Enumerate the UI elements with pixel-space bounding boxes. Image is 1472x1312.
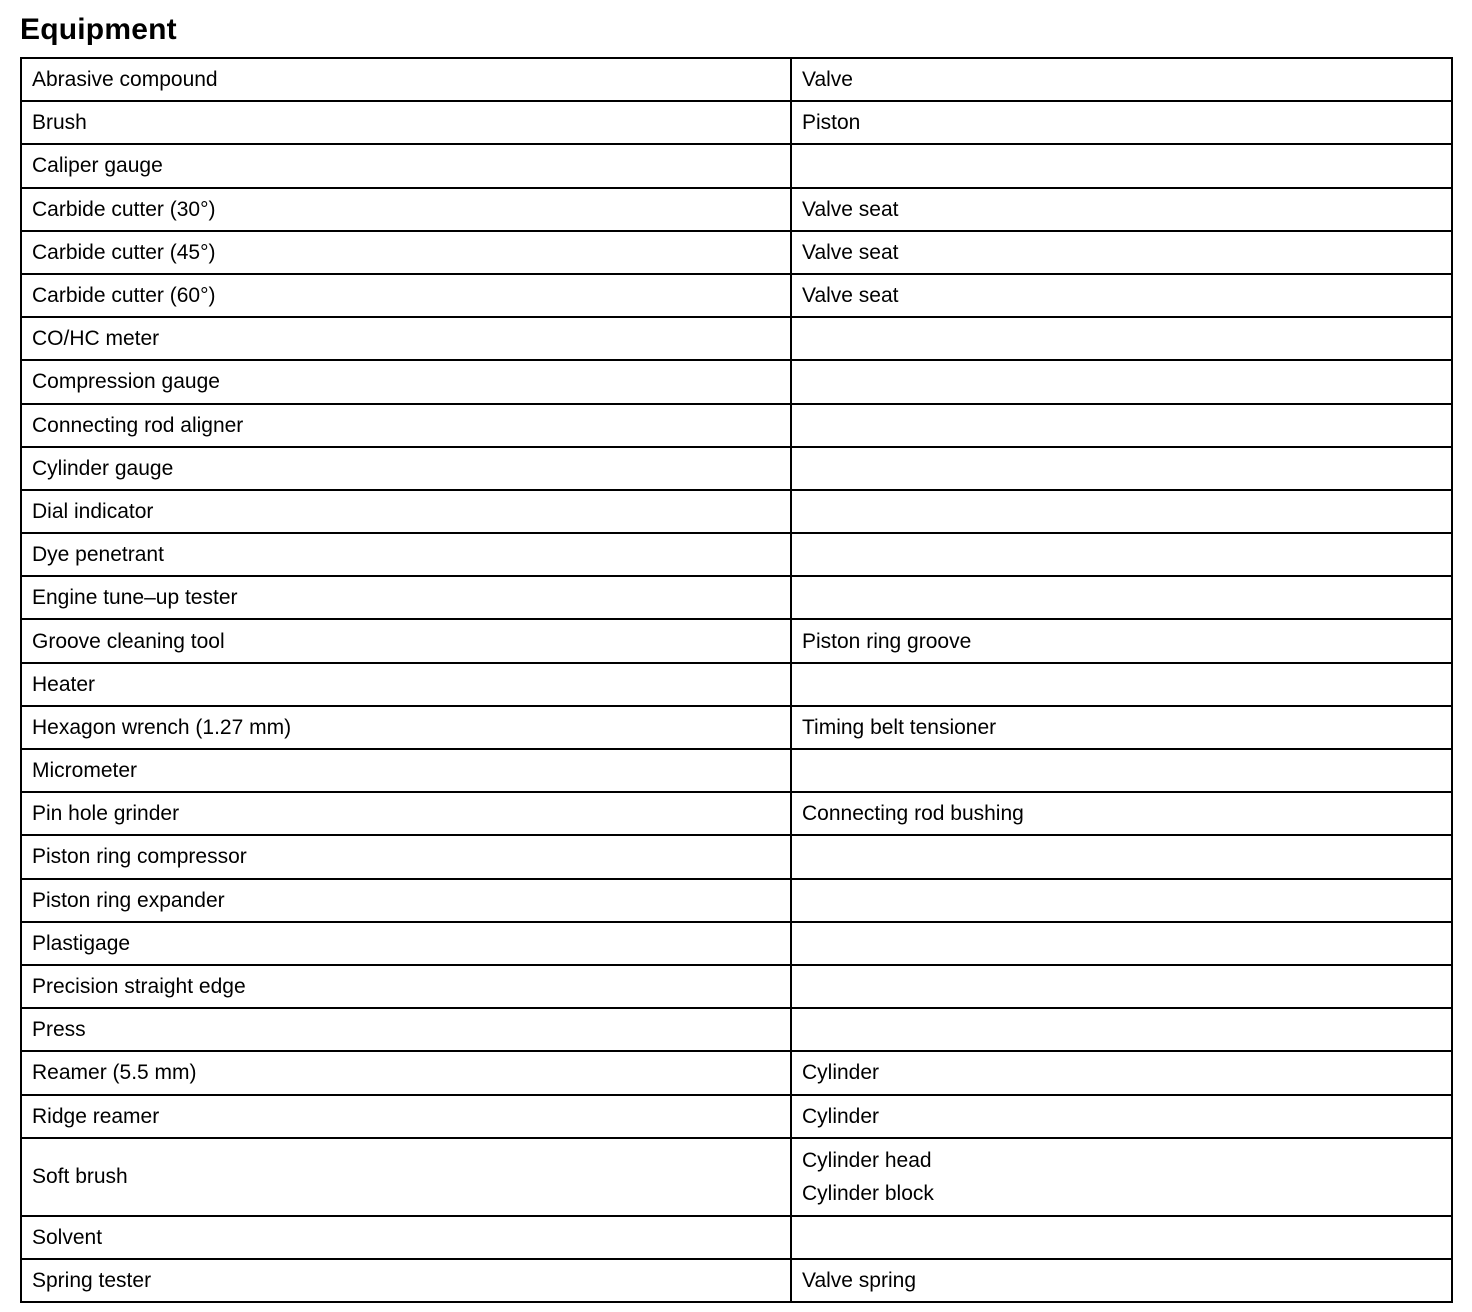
applied-part-text: Piston ring groove xyxy=(802,629,972,653)
equipment-name-cell: Connecting rod aligner xyxy=(21,404,791,447)
table-row xyxy=(21,1138,1452,1216)
equipment-name-cell: Heater xyxy=(21,663,791,706)
equipment-name-cell: Carbide cutter (60°) xyxy=(21,274,791,317)
applied-part-cell xyxy=(791,835,1452,878)
applied-part-cell xyxy=(791,1008,1452,1051)
table-row xyxy=(21,188,1452,231)
equipment-name-cell: Dial indicator xyxy=(21,490,791,533)
equipment-name-cell: Precision straight edge xyxy=(21,965,791,1008)
applied-part-cell xyxy=(791,922,1452,965)
applied-part-text: Valve spring xyxy=(802,1268,917,1292)
table-row xyxy=(21,490,1452,533)
applied-part-text: Piston xyxy=(802,111,861,135)
applied-part-cell xyxy=(791,965,1452,1008)
table-row xyxy=(21,447,1452,490)
applied-part-text: Cylinder block xyxy=(802,1181,934,1205)
applied-part-cell xyxy=(791,792,1452,835)
equipment-name-cell: Carbide cutter (30°) xyxy=(21,188,791,231)
applied-part-cell xyxy=(791,101,1452,144)
equipment-name-cell: Press xyxy=(21,1008,791,1051)
table-row xyxy=(21,404,1452,447)
equipment-name-cell: CO/HC meter xyxy=(21,317,791,360)
table-row xyxy=(21,58,1452,101)
page-title: Equipment xyxy=(20,13,177,46)
equipment-name-cell: Spring tester xyxy=(21,1259,791,1302)
table-row xyxy=(21,1216,1452,1259)
equipment-name-cell: Abrasive compound xyxy=(21,58,791,101)
table-row xyxy=(21,792,1452,835)
equipment-name-cell: Plastigage xyxy=(21,922,791,965)
applied-part-cell xyxy=(791,749,1452,792)
applied-part-cell xyxy=(791,317,1452,360)
equipment-name-cell: Pin hole grinder xyxy=(21,792,791,835)
table-row xyxy=(21,1259,1452,1302)
table-row xyxy=(21,576,1452,619)
applied-part-cell xyxy=(791,1095,1452,1138)
equipment-name-cell: Piston ring expander xyxy=(21,879,791,922)
applied-part-text: Cylinder head xyxy=(802,1148,932,1172)
applied-part-cell xyxy=(791,144,1452,187)
equipment-name-cell: Engine tune–up tester xyxy=(21,576,791,619)
applied-part-text: Valve seat xyxy=(802,240,899,264)
applied-part-text: Timing belt tensioner xyxy=(802,715,997,739)
applied-part-cell xyxy=(791,231,1452,274)
applied-part-cell xyxy=(791,447,1452,490)
table-row xyxy=(21,101,1452,144)
equipment-name-cell: Solvent xyxy=(21,1216,791,1259)
equipment-table xyxy=(20,57,1453,1303)
equipment-name-cell: Compression gauge xyxy=(21,360,791,403)
table-row xyxy=(21,1051,1452,1094)
equipment-name-cell: Groove cleaning tool xyxy=(21,619,791,662)
applied-part-cell xyxy=(791,1138,1452,1216)
table-row xyxy=(21,144,1452,187)
applied-part-text: Valve xyxy=(802,68,853,92)
applied-part-cell xyxy=(791,1259,1452,1302)
applied-part-cell xyxy=(791,879,1452,922)
table-row xyxy=(21,360,1452,403)
applied-part-cell xyxy=(791,533,1452,576)
equipment-name-cell: Piston ring compressor xyxy=(21,835,791,878)
table-row xyxy=(21,835,1452,878)
equipment-name-cell: Ridge reamer xyxy=(21,1095,791,1138)
equipment-name-cell: Hexagon wrench (1.27 mm) xyxy=(21,706,791,749)
applied-part-cell xyxy=(791,1051,1452,1094)
table-row xyxy=(21,922,1452,965)
applied-part-text: Connecting rod bushing xyxy=(802,802,1024,826)
applied-part-cell xyxy=(791,1216,1452,1259)
equipment-name-cell: Dye penetrant xyxy=(21,533,791,576)
applied-part-cell xyxy=(791,619,1452,662)
equipment-table-body xyxy=(21,58,1452,1302)
table-row xyxy=(21,706,1452,749)
table-row xyxy=(21,879,1452,922)
equipment-name-cell: Caliper gauge xyxy=(21,144,791,187)
table-row xyxy=(21,965,1452,1008)
applied-part-cell xyxy=(791,58,1452,101)
applied-part-cell xyxy=(791,274,1452,317)
applied-part-cell xyxy=(791,490,1452,533)
applied-part-text: Cylinder xyxy=(802,1061,880,1085)
applied-part-cell xyxy=(791,360,1452,403)
equipment-name-cell: Micrometer xyxy=(21,749,791,792)
table-row xyxy=(21,317,1452,360)
equipment-name-cell: Carbide cutter (45°) xyxy=(21,231,791,274)
applied-part-cell xyxy=(791,706,1452,749)
applied-part-text: Cylinder xyxy=(802,1104,880,1128)
table-row xyxy=(21,533,1452,576)
equipment-name-cell: Reamer (5.5 mm) xyxy=(21,1051,791,1094)
table-row xyxy=(21,1008,1452,1051)
applied-part-cell xyxy=(791,576,1452,619)
equipment-name-cell: Soft brush xyxy=(21,1138,791,1216)
applied-part-cell xyxy=(791,188,1452,231)
table-row xyxy=(21,749,1452,792)
equipment-name-cell: Cylinder gauge xyxy=(21,447,791,490)
table-row xyxy=(21,1095,1452,1138)
table-row xyxy=(21,274,1452,317)
equipment-name-cell: Brush xyxy=(21,101,791,144)
table-row xyxy=(21,231,1452,274)
table-row xyxy=(21,619,1452,662)
table-row xyxy=(21,663,1452,706)
applied-part-cell xyxy=(791,663,1452,706)
applied-part-text: Valve seat xyxy=(802,197,899,221)
applied-part-cell xyxy=(791,404,1452,447)
applied-part-text: Valve seat xyxy=(802,284,899,308)
